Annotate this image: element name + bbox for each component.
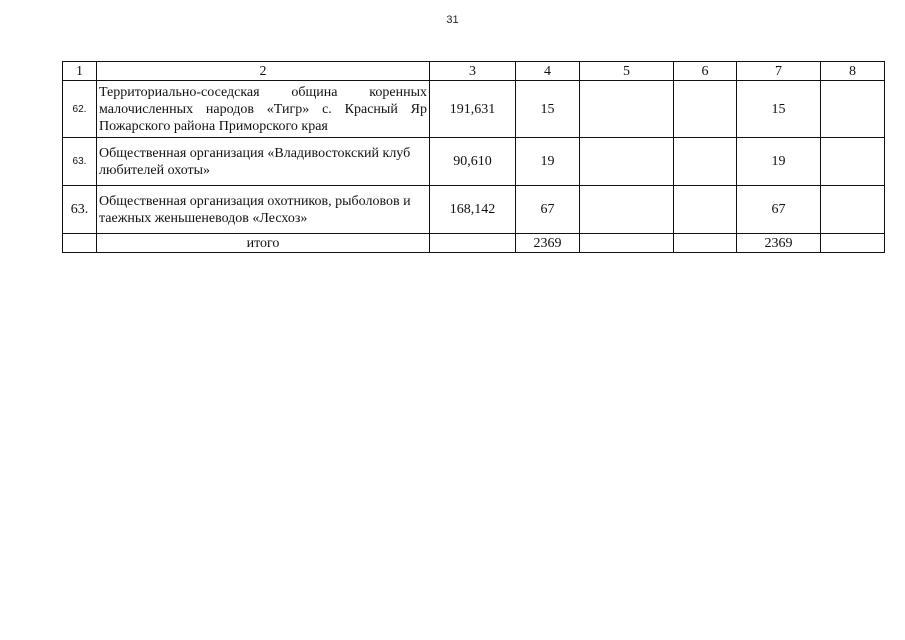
organization-name: Территориально-соседская община коренных малочисленных народов «Тигр» с. Красный Яр Пожарского района Приморского края [97,81,430,138]
area-value: 168,142 [430,186,516,234]
table-row [63,186,885,234]
total-empty-cell [430,234,516,253]
table-row [63,138,885,186]
total-empty-cell [580,234,674,253]
header-cell: 3 [430,62,516,81]
organization-name: Общественная организация охотников, рыболовов и таежных женьшеневодов «Лесхоз» [97,186,430,234]
header-cell: 5 [580,62,674,81]
col6-value [674,138,737,186]
header-cell: 8 [821,62,885,81]
header-cell: 7 [737,62,821,81]
col6-value [674,186,737,234]
col8-value [821,186,885,234]
row-number: 63. [63,138,97,186]
page-number: 31 [446,14,459,26]
total-label: итого [97,234,430,253]
total-col7: 2369 [737,234,821,253]
header-cell: 6 [674,62,737,81]
col4-value: 15 [516,81,580,138]
total-empty-cell [674,234,737,253]
header-cell: 4 [516,62,580,81]
table-header-row [63,62,885,81]
col5-value [580,186,674,234]
table-row [63,81,885,138]
row-number: 63. [63,186,97,234]
col5-value [580,138,674,186]
col7-value: 15 [737,81,821,138]
col4-value: 19 [516,138,580,186]
header-cell: 1 [63,62,97,81]
total-empty-cell [63,234,97,253]
col8-value [821,138,885,186]
area-value: 191,631 [430,81,516,138]
total-col4: 2369 [516,234,580,253]
data-table [62,61,885,253]
header-cell: 2 [97,62,430,81]
row-number: 62. [63,81,97,138]
col7-value: 67 [737,186,821,234]
total-row [63,234,885,253]
area-value: 90,610 [430,138,516,186]
col7-value: 19 [737,138,821,186]
col6-value [674,81,737,138]
organization-name: Общественная организация «Владивостокский клуб любителей охоты» [97,138,430,186]
col5-value [580,81,674,138]
col8-value [821,81,885,138]
col4-value: 67 [516,186,580,234]
total-empty-cell [821,234,885,253]
